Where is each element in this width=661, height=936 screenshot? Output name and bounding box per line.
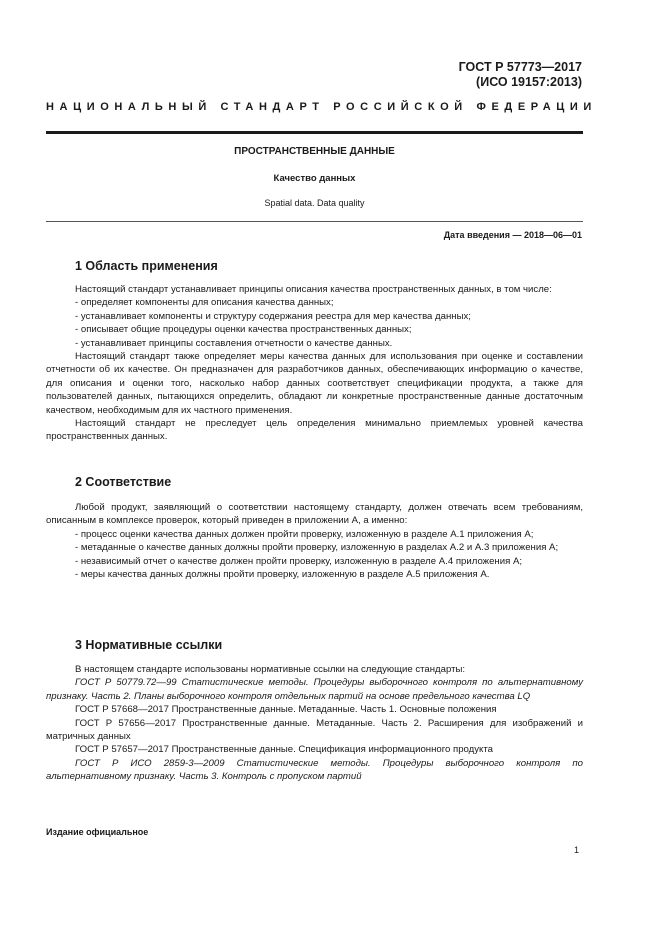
header-rule (46, 131, 583, 134)
reference-item: ГОСТ Р 57657—2017 Пространственные данные. Спецификация информационного продукта (75, 744, 493, 756)
section-2-body (46, 501, 583, 581)
list-item: - определяет компоненты для описания качества данных; (75, 297, 334, 309)
list-item: - метаданные о качестве данных должны пройти проверку, изложенную в разделах А.2 и А.3 приложения А; (75, 542, 559, 554)
section-2-heading: 2 Соответствие (75, 475, 172, 489)
section-1-heading: 1 Область применения (75, 259, 218, 273)
section-3-heading: 3 Нормативные ссылки (75, 638, 223, 652)
section-1-body (46, 283, 583, 444)
list-item: - меры качества данных должны пройти проверку, изложенную в разделе А.5 приложения А. (75, 569, 490, 581)
section-3-paragraph: В настоящем стандарте использованы нормативные ссылки на следующие стандарты: (75, 664, 466, 675)
standard-number-block (459, 60, 582, 90)
list-item: - устанавливает компоненты и структуру содержания реестра для мер качества данных; (75, 310, 471, 322)
reference-item: ГОСТ Р 57656—2017 Пространственные данные. Метаданные. Часть 2. Расширения для изображений и матричных данных (46, 717, 583, 743)
section-1-paragraph: Настоящий стандарт также определяет меры качества данных для использования при оценке и составлении отчетности об их качестве. Он предназначен для разработчиков данных, обеспечивающих информацию о качестве, для описания и оценки того, насколько набор данных соответствует спецификации продукта, а также для пользователей данных, пытающихся определить, обладают ли конкретные пространственные данные достаточным качеством, необходимым для их частного применения. (46, 351, 583, 416)
iso-number: (ИСО 19157:2013) (476, 75, 582, 89)
reference-item: ГОСТ Р 57668—2017 Пространственные данные. Метаданные. Часть 1. Основные положения (75, 704, 497, 716)
list-item: - процесс оценки качества данных должен пройти проверку, изложенную в разделе А.1 приложения А; (75, 528, 534, 540)
section-1-paragraph: Настоящий стандарт не преследует цель определения минимально приемлемых уровней качества пространственных данных. (46, 418, 583, 443)
national-standard-label: НАЦИОНАЛЬНЫЙ СТАНДАРТ РОССИЙСКОЙ ФЕДЕРАЦИИ (46, 101, 597, 113)
document-subtitle: Качество данных (273, 173, 356, 184)
section-3-body (46, 663, 583, 784)
gost-number: ГОСТ Р 57773—2017 (458, 60, 582, 74)
section-2-paragraph: Любой продукт, заявляющий о соответствии настоящему стандарту, должен отвечать всем требованиям, описанным в комплексе проверок, который приведен в приложении А, а именно: (46, 502, 583, 527)
section-1-paragraph: Настоящий стандарт устанавливает принципы описания качества пространственных данных, в том числе: (75, 284, 552, 295)
list-item: - описывает общие процедуры оценки качества пространственных данных; (75, 324, 412, 336)
page-number: 1 (573, 845, 579, 855)
title-rule (46, 221, 583, 222)
list-item: - устанавливает принципы составления отчетности о качестве данных. (75, 337, 393, 349)
document-title: ПРОСТРАНСТВЕННЫЕ ДАННЫЕ (234, 146, 395, 157)
introduction-date: Дата введения — 2018—06—01 (443, 230, 582, 240)
list-item: - независимый отчет о качестве должен пройти проверку, изложенную в разделе А.4 приложения А; (75, 555, 523, 567)
official-edition-label: Издание официальное (46, 827, 149, 837)
english-title: Spatial data. Data quality (264, 198, 365, 208)
reference-item: ГОСТ Р 50779.72—99 Статистические методы. Процедуры выборочного контроля по альтернативному признаку. Часть 2. Планы выборочного контроля отдельных партий на основе предельного качества LQ (46, 677, 583, 702)
reference-item: ГОСТ Р ИСО 2859-3—2009 Статистические методы. Процедуры выборочного контроля по альтернативному признаку. Часть 3. Контроль с пропуском партий (46, 757, 583, 783)
